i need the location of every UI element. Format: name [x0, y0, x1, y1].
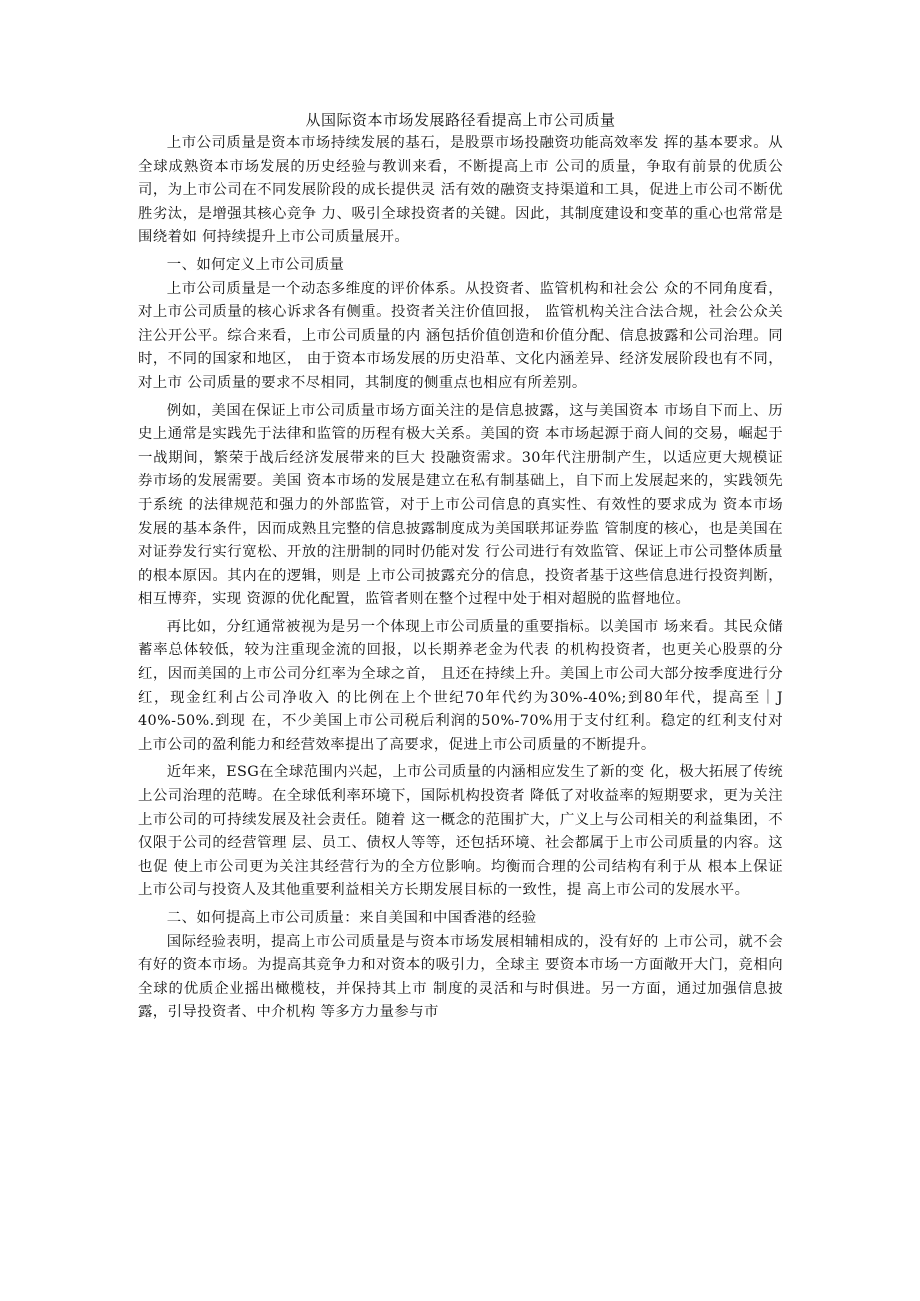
paragraph-dividends: 再比如，分红通常被视为是另一个体现上市公司质量的重要指标。以美国市 场来看。其民众储蓄率总体较低，较为注重现金流的回报，以长期养老金为代表 的机构投资者，也更关心股票的分红，因而美国的上市公司分红率为全球之首， 且还在持续上升。美国上市公司大部分按季度进行分红，现金红利占公司净收入 的比例在上个世纪70年代约为30%-40%;到80年代，提高至｜J 40%-50%.到现 在，不少美国上市公司税后利润的50%-70%用于支付红利。稳定的红利支付对 上市公司的盈利能力和经营效率提出了高要求，促进上市公司质量的不断提升。: [138, 618, 783, 753]
paragraph-esg: 近年来，ESG在全球范围内兴起，上市公司质量的内涵相应发生了新的变 化，极大拓展了传统上公司治理的范畴。在全球低利率环境下，国际机构投资者 降低了对收益率的短期要求，更为关注上市公司的可持续发展及社会责任。随着 这一概念的范围扩大，广义上与公司相关的利益集团，不仅限于公司的经营管理 层、员工、债权人等等，还包括环境、社会都属于上市公司质量的内容。这也促 使上市公司更为关注其经营行为的全方位影响。均衡而合理的公司结构有利于从 根本上保证上市公司与投资人及其他重要利益相关方长期发展目标的一致性，提 高上市公司的发展水平。: [138, 764, 783, 899]
paragraph-us-disclosure: 例如，美国在保证上市公司质量市场方面关注的是信息披露，这与美国资本 市场自下而上、历史上通常是实践先于法律和监管的历程有极大关系。美国的资 本市场起源于商人间的交易，崛起于一战期间，繁荣于战后经济发展带来的巨大 投融资需求。30年代注册制产生，以适应更大规模证券市场的发展需要。美国 资本市场的发展是建立在私有制基础上，自下而上发展起来的，实践领先于系统 的法律规范和强力的外部监管，对于上市公司信息的真实性、有效性的要求成为 资本市场发展的基本条件，因而成熟且完整的信息披露制度成为美国联邦证券监 管制度的核心，也是美国在对证券发行实行宽松、开放的注册制的同时仍能对发 行公司进行有效监管、保证上市公司整体质量的根本原因。其内在的逻辑，则是 上市公司披露充分的信息，投资者基于这些信息进行投资判断，相互博弈，实现 资源的优化配置，监管者则在整个过程中处于相对超脱的监督地位。: [138, 402, 783, 608]
section-heading-2: 二、如何提高上市公司质量：来自美国和中国香港的经验: [166, 910, 537, 926]
document-title: 从国际资本市场发展路径看提高上市公司质量: [305, 111, 616, 129]
section-heading-1: 一、如何定义上市公司质量: [166, 256, 345, 273]
paragraph-definition: 上市公司质量是一个动态多维度的评价体系。从投资者、监管机构和社会公 众的不同角度看，对上市公司质量的核心诉求各有侧重。投资者关注价值回报， 监管机构关注合法合规，社会公众关注公开公平。综合来看，上市公司质量的内 涵包括价值创造和价值分配、信息披露和公司治理。同时，不同的国家和地区， 由于资本市场发展的历史沿革、文化内涵差异、经济发展阶段也有不同，对上市 公司质量的要求不尽相同，其制度的侧重点也相应有所差别。: [138, 280, 783, 391]
paragraph-intro: 上市公司质量是资本市场持续发展的基石，是股票市场投融资功能高效率发 挥的基本要求。从全球成熟资本市场发展的历史经验与教训来看，不断提高上市 公司的质量，争取有前景的优质公司，为上市公司在不同发展阶段的成长提供灵 活有效的融资支持渠道和工具，促进上市公司不断优胜劣汰，是增强其核心竞争 力、吸引全球投资者的关键。因此，其制度建设和变革的重心也常常是围绕着如 何持续提升上市公司质量展开。: [138, 135, 783, 246]
document-page: [138, 108, 783, 1025]
paragraph-international-experience: 国际经验表明，提高上市公司质量是与资本市场发展相辅相成的，没有好的 上市公司，就不会有好的资本市场。为提高其竞争力和对资本的吸引力，全球主 要资本市场一方面敞开大门，竞相向全球的优质企业摇出橄榄枝，并保持其上市 制度的灵活和与时俱进。另一方面，通过加强信息披露，引导投资者、中介机构 等多方力量参与市: [138, 933, 783, 1021]
